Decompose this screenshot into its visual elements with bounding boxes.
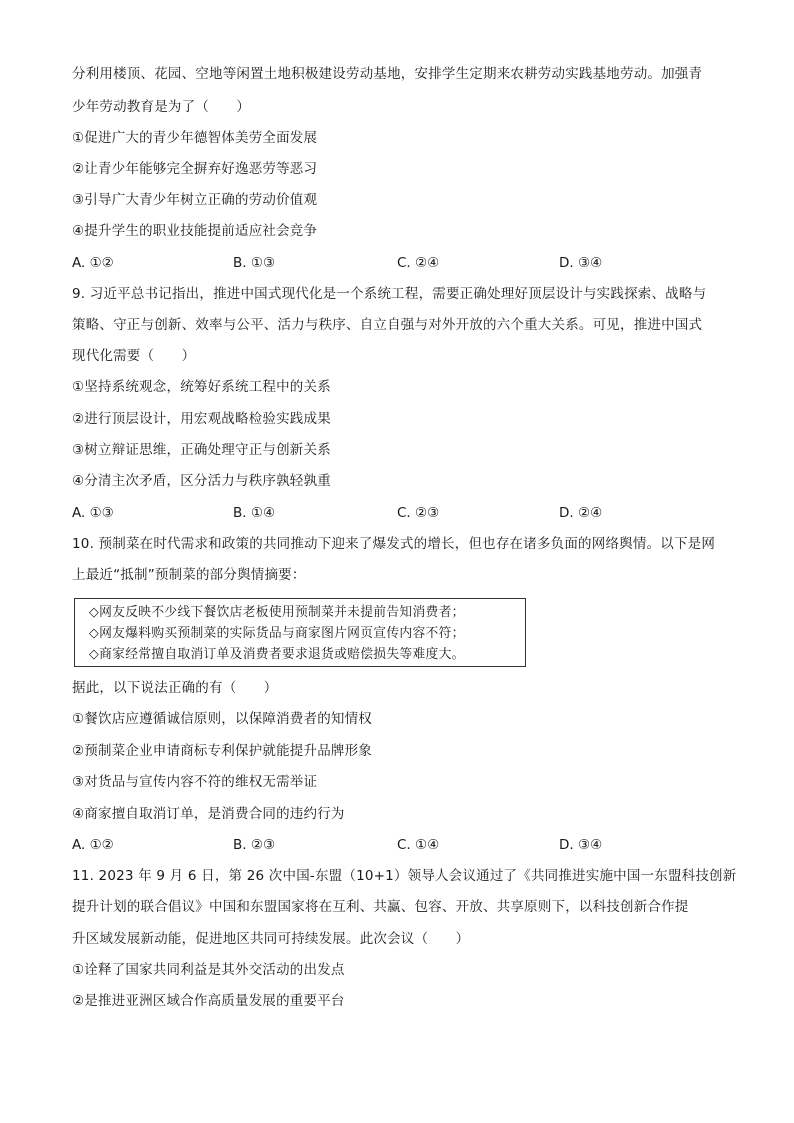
q9-options <box>72 503 722 523</box>
q9-stem-line-3: 现代化需要（ ） <box>72 348 196 364</box>
q9-item-4: ④分清主次矛盾，区分活力与秩序孰轻孰重 <box>72 473 331 489</box>
q11-stem-line-2: 提升计划的联合倡议》中国和东盟国家将在互利、共赢、包容、开放、共享原则下，以科技创新合作提 <box>72 899 689 915</box>
q9-option-b[interactable]: B. ①④ <box>233 505 276 521</box>
q8-item-1: ①促进广大的青少年德智体美劳全面发展 <box>72 130 318 146</box>
q10-options <box>72 835 722 855</box>
q10-option-d[interactable]: D. ③④ <box>559 837 603 853</box>
q10-stem-line-2: 上最近“抵制”预制菜的部分舆情摘要： <box>72 567 306 583</box>
q8-options <box>72 253 722 273</box>
q11-stem-line-3: 升区域发展新动能，促进地区共同可持续发展。此次会议（ ） <box>72 931 470 947</box>
q10-excerpt-line-1: ◇网友反映不少线下餐饮店老板使用预制菜并未提前告知消费者； <box>89 605 465 620</box>
q10-option-c[interactable]: C. ①④ <box>397 837 440 853</box>
q10-item-4: ④商家擅自取消订单，是消费合同的违约行为 <box>72 806 345 822</box>
q9-item-1: ①坚持系统观念，统筹好系统工程中的关系 <box>72 379 331 395</box>
q9-item-2: ②进行顶层设计，用宏观战略检验实践成果 <box>72 411 331 427</box>
q9-item-3: ③树立辩证思维，正确处理守正与创新关系 <box>72 442 331 458</box>
q8-stem-line-2: 少年劳动教育是为了（ ） <box>72 99 251 115</box>
q9-stem-line-1: 9. 习近平总书记指出，推进中国式现代化是一个系统工程，需要正确处理好顶层设计与实践探索、战略与 <box>72 286 707 302</box>
q10-excerpt-line-3: ◇商家经常擅自取消订单及消费者要求退货或赔偿损失等难度大。 <box>89 647 465 662</box>
q8-option-c[interactable]: C. ②④ <box>397 255 440 271</box>
q9-option-d[interactable]: D. ②④ <box>559 505 603 521</box>
q8-option-b[interactable]: B. ①③ <box>233 255 276 271</box>
q9-option-a[interactable]: A. ①③ <box>72 505 114 521</box>
q10-item-1: ①餐饮店应遵循诚信原则，以保障消费者的知情权 <box>72 711 373 727</box>
q9-option-c[interactable]: C. ②③ <box>397 505 440 521</box>
q8-item-2: ②让青少年能够完全摒弃好逸恶劳等恶习 <box>72 161 318 177</box>
q8-item-3: ③引导广大青少年树立正确的劳动价值观 <box>72 192 318 208</box>
q10-item-3: ③对货品与宣传内容不符的维权无需举证 <box>72 774 318 790</box>
q10-item-2: ②预制菜企业申请商标专利保护就能提升品牌形象 <box>72 743 373 759</box>
q11-item-1: ①诠释了国家共同利益是其外交活动的出发点 <box>72 962 345 978</box>
q10-excerpt-line-2: ◇网友爆料购买预制菜的实际货品与商家图片网页宣传内容不符； <box>89 626 465 641</box>
q11-item-2: ②是推进亚洲区域合作高质量发展的重要平台 <box>72 993 345 1009</box>
q10-option-b[interactable]: B. ②③ <box>233 837 276 853</box>
q8-stem-line-1: 分利用楼顶、花园、空地等闲置土地积极建设劳动基地，安排学生定期来农耕劳动实践基地劳动。加强青 <box>72 66 703 82</box>
q8-option-a[interactable]: A. ①② <box>72 255 114 271</box>
q11-stem-line-1: 11. 2023 年 9 月 6 日，第 26 次中国-东盟（10+1）领导人会议通过了《共同推进实施中国一东盟科技创新 <box>72 868 737 884</box>
q10-stem-line-1: 10. 预制菜在时代需求和政策的共同推动下迎来了爆发式的增长，但也存在诸多负面的网络舆情。以下是网 <box>72 536 716 552</box>
q8-option-d[interactable]: D. ③④ <box>559 255 603 271</box>
q9-stem-line-2: 策略、守正与创新、效率与公平、活力与秩序、自立自强与对外开放的六个重大关系。可见，推进中国式 <box>72 317 703 333</box>
q10-question: 据此，以下说法正确的有（ ） <box>72 680 278 696</box>
q8-item-4: ④提升学生的职业技能提前适应社会竞争 <box>72 223 318 239</box>
q10-option-a[interactable]: A. ①② <box>72 837 114 853</box>
q10-excerpt-box <box>74 598 526 667</box>
